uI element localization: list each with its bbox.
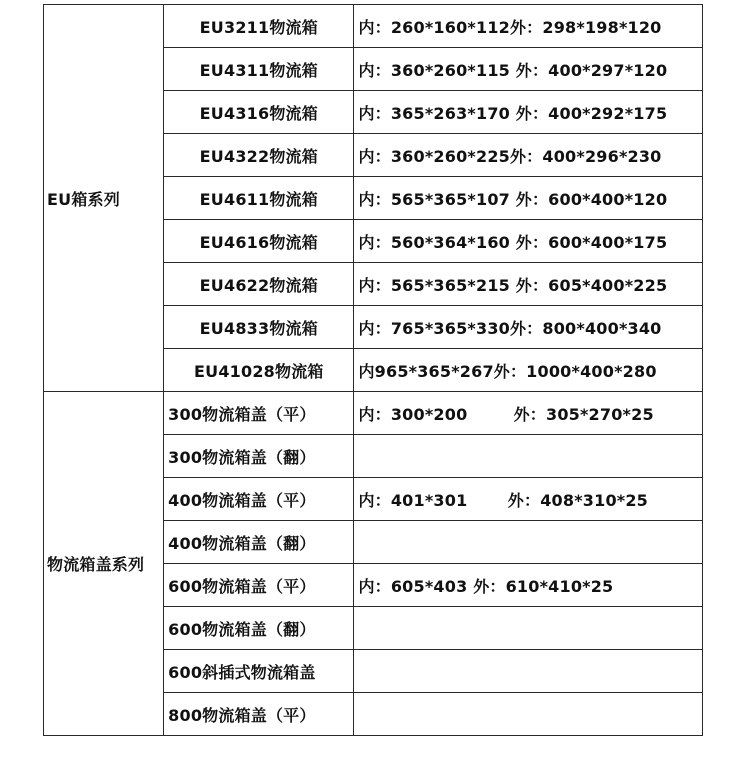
size-cell: 内：765*365*330外：800*400*340 bbox=[354, 306, 703, 349]
model-cell: 800物流箱盖（平） bbox=[164, 693, 354, 736]
model-cell: 400物流箱盖（翻） bbox=[164, 521, 354, 564]
model-cell: EU4316物流箱 bbox=[164, 91, 354, 134]
model-cell: 600物流箱盖（翻） bbox=[164, 607, 354, 650]
size-cell: 内：565*365*215 外：605*400*225 bbox=[354, 263, 703, 306]
model-cell: EU4311物流箱 bbox=[164, 48, 354, 91]
size-cell: 内：401*301 外：408*310*25 bbox=[354, 478, 703, 521]
size-cell: 内965*365*267外：1000*400*280 bbox=[354, 349, 703, 392]
size-cell: 内：360*260*115 外：400*297*120 bbox=[354, 48, 703, 91]
size-cell: 内：560*364*160 外：600*400*175 bbox=[354, 220, 703, 263]
series-label: 物流箱盖系列 bbox=[47, 555, 145, 574]
model-cell: EU3211物流箱 bbox=[164, 5, 354, 48]
model-cell: 300物流箱盖（翻） bbox=[164, 435, 354, 478]
size-cell: 内：605*403 外：610*410*25 bbox=[354, 564, 703, 607]
model-cell: 600斜插式物流箱盖 bbox=[164, 650, 354, 693]
series-cell-lid bbox=[44, 392, 164, 736]
size-cell: 内：260*160*112外：298*198*120 bbox=[354, 5, 703, 48]
size-cell bbox=[354, 693, 703, 736]
size-cell bbox=[354, 435, 703, 478]
size-cell: 内：300*200 外：305*270*25 bbox=[354, 392, 703, 435]
model-cell: 400物流箱盖（平） bbox=[164, 478, 354, 521]
model-cell: 600物流箱盖（平） bbox=[164, 564, 354, 607]
model-cell: EU41028物流箱 bbox=[164, 349, 354, 392]
model-cell: EU4833物流箱 bbox=[164, 306, 354, 349]
size-cell bbox=[354, 650, 703, 693]
table-row bbox=[44, 392, 703, 435]
table-row bbox=[44, 5, 703, 48]
product-spec-table bbox=[43, 4, 703, 736]
size-cell: 内：565*365*107 外：600*400*120 bbox=[354, 177, 703, 220]
size-cell: 内：365*263*170 外：400*292*175 bbox=[354, 91, 703, 134]
model-cell: EU4616物流箱 bbox=[164, 220, 354, 263]
size-cell: 内：360*260*225外：400*296*230 bbox=[354, 134, 703, 177]
series-cell-eu: EU箱系列 bbox=[44, 5, 164, 392]
model-cell: 300物流箱盖（平） bbox=[164, 392, 354, 435]
size-cell bbox=[354, 521, 703, 564]
size-cell bbox=[354, 607, 703, 650]
model-cell: EU4322物流箱 bbox=[164, 134, 354, 177]
model-cell: EU4622物流箱 bbox=[164, 263, 354, 306]
model-cell: EU4611物流箱 bbox=[164, 177, 354, 220]
